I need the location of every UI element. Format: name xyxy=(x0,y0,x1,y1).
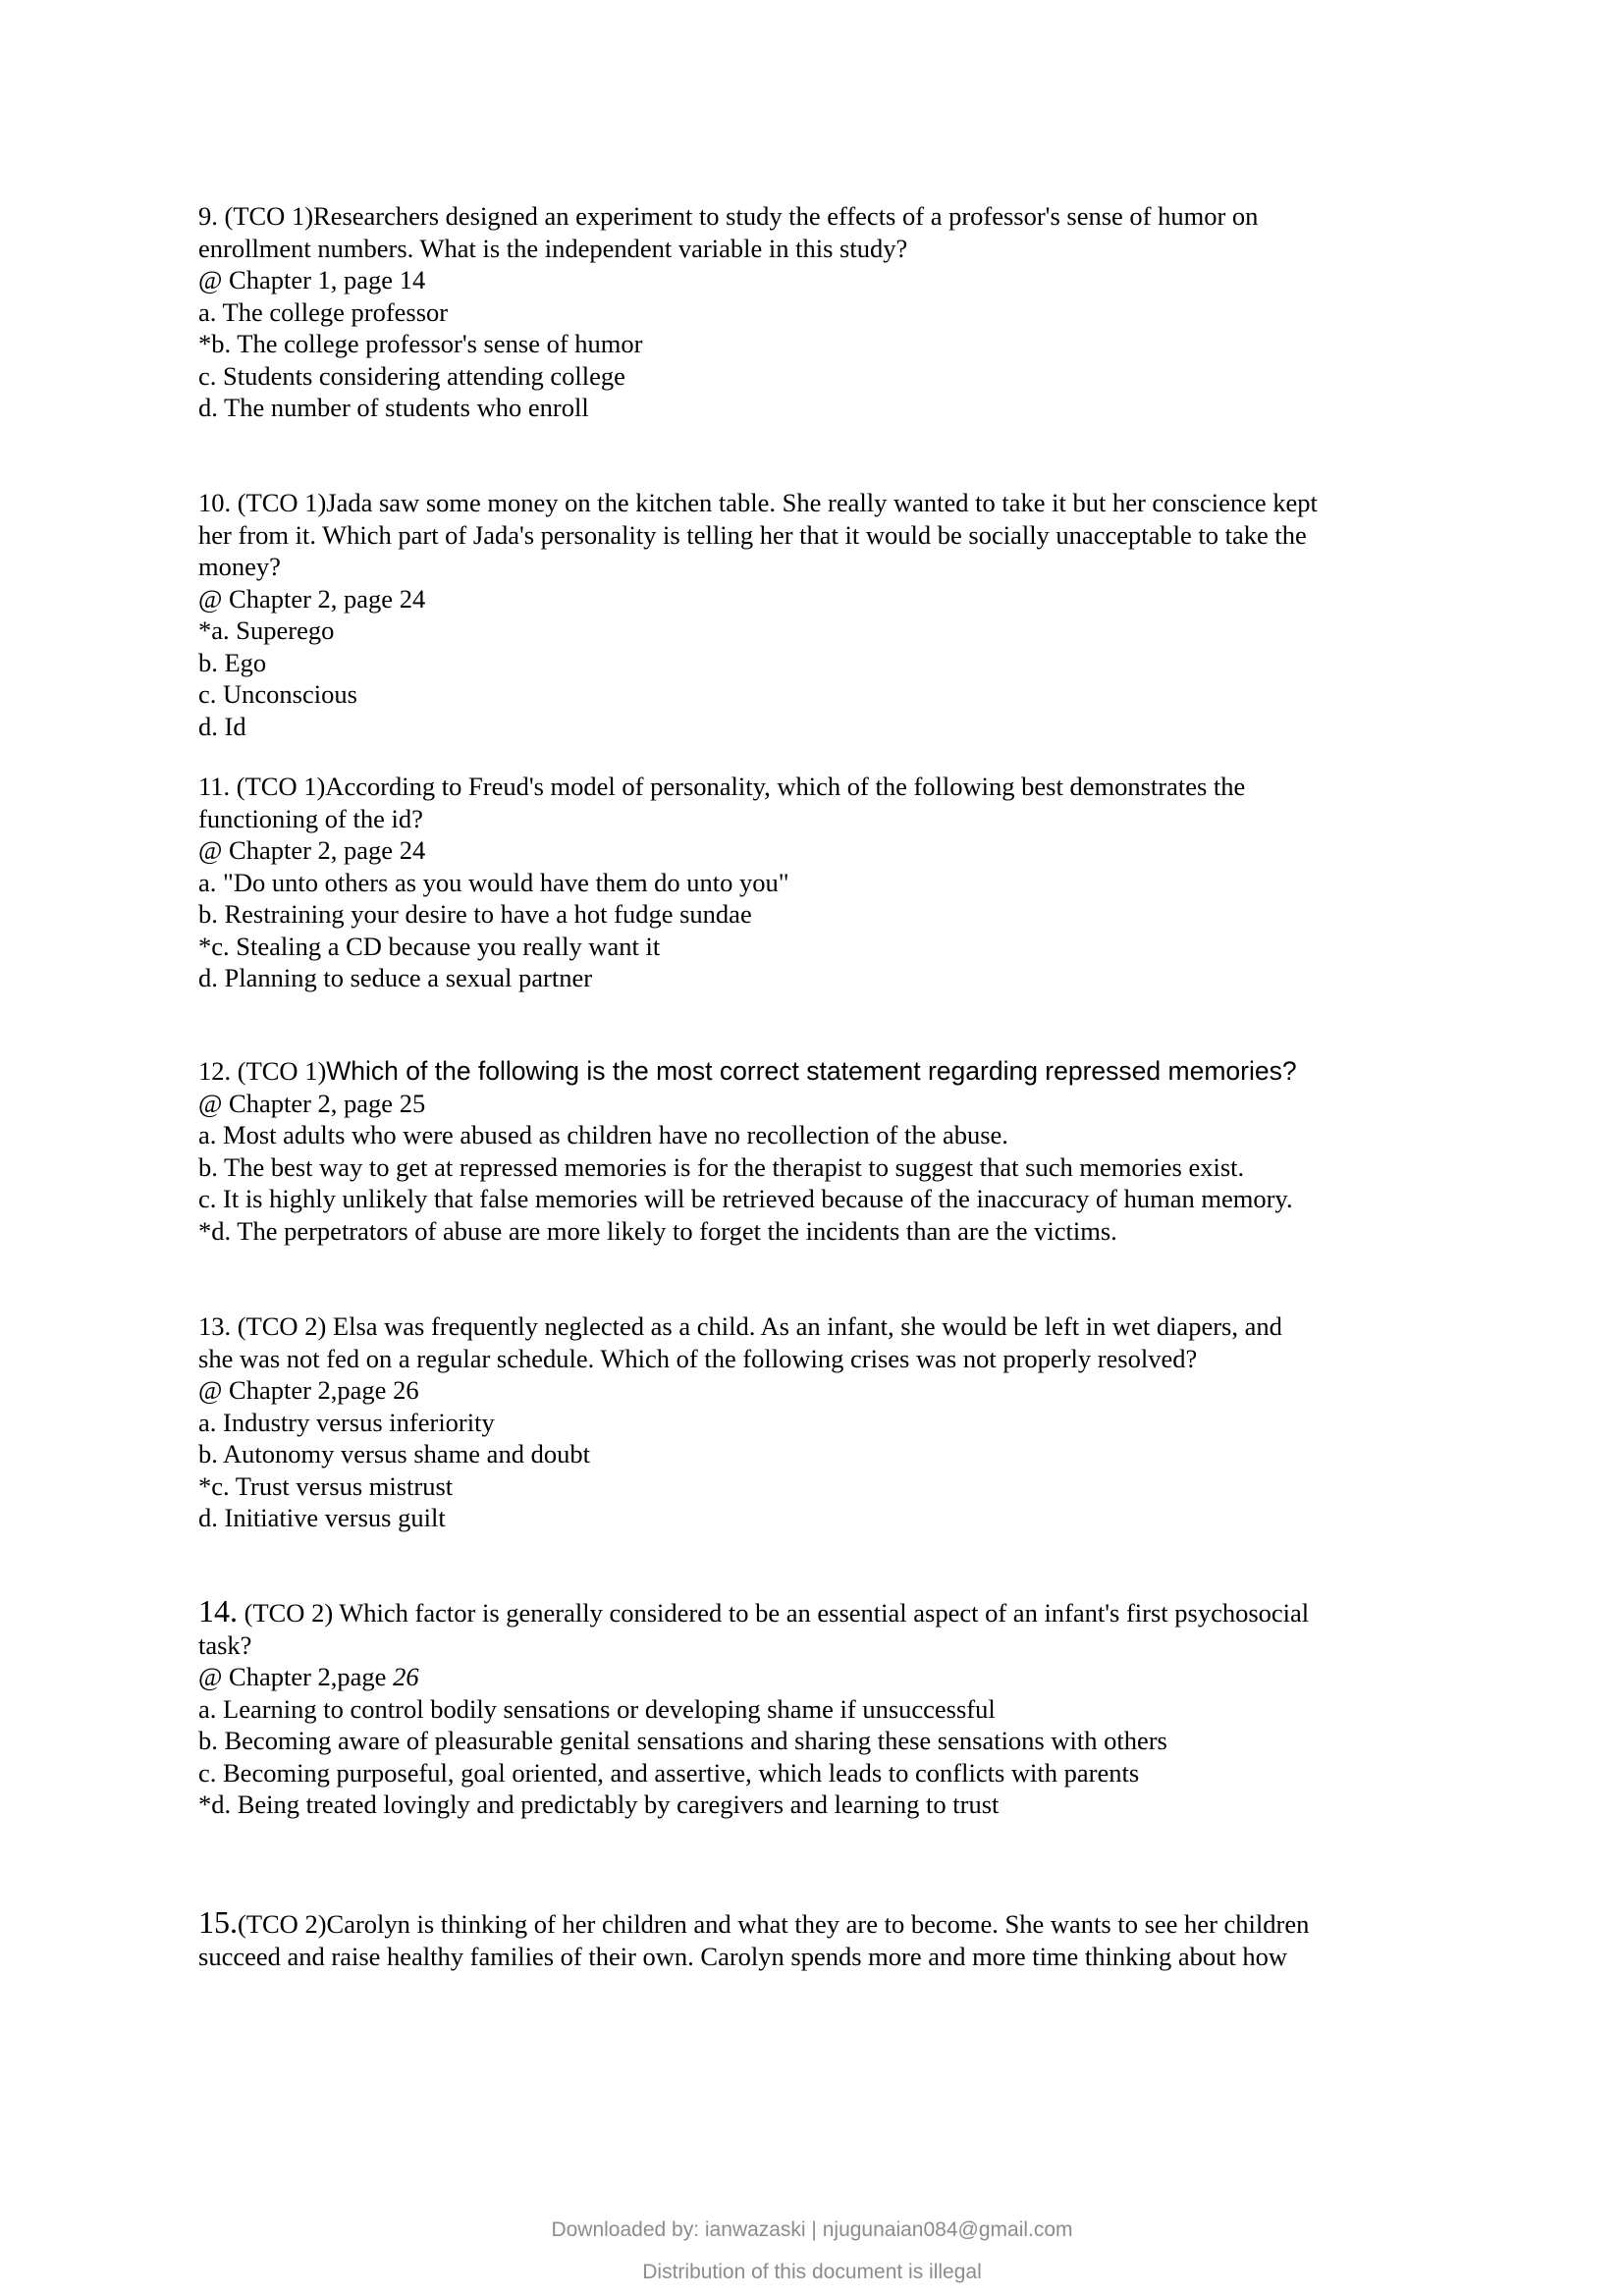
chapter-reference-prefix: @ Chapter 2,page xyxy=(198,1662,394,1691)
question-stem-continued: functioning of the id? xyxy=(198,803,423,833)
answer-option-b: b. The best way to get at repressed memories is for the therapist to suggest that such memories exist. xyxy=(198,1151,1245,1182)
question-stem: (TCO 2)Carolyn is thinking of her children and what they are to become. She wants to see her children xyxy=(238,1909,1310,1939)
question-stem-continued: her from it. Which part of Jada's personality is telling her that it would be socially unacceptable to take the xyxy=(198,519,1307,550)
answer-option-b-correct: *b. The college professor's sense of humor xyxy=(198,329,643,358)
question-stem-continued: task? xyxy=(198,1629,252,1660)
question-9 xyxy=(198,200,1416,424)
question-number: 12. xyxy=(198,1056,232,1086)
answer-option-c-correct: *c. Stealing a CD because you really want it xyxy=(198,931,661,961)
question-10 xyxy=(198,487,1416,742)
answer-option-c: c. Becoming purposeful, goal oriented, and assertive, which leads to conflicts with parents xyxy=(198,1757,1140,1788)
answer-option-b: b. Ego xyxy=(198,647,267,677)
answer-option-c: c. Students considering attending college xyxy=(198,360,625,391)
question-14 xyxy=(198,1595,1416,1821)
chapter-reference: @ Chapter 2, page 24 xyxy=(198,835,426,865)
answer-option-d-correct: *d. Being treated lovingly and predictably by caregivers and learning to trust xyxy=(198,1789,1000,1819)
question-stem: (TCO 1)According to Freud's model of personality, which of the following best demonstrates the xyxy=(236,772,1246,801)
question-stem: (TCO 1)Researchers designed an experiment to study the effects of a professor's sense of humor on xyxy=(224,201,1259,231)
question-15 xyxy=(198,1906,1416,1972)
chapter-reference: @ Chapter 1, page 14 xyxy=(198,265,426,294)
question-12 xyxy=(198,1055,1416,1247)
question-number: 9. xyxy=(198,201,218,231)
download-attribution: Downloaded by: ianwazaski | njugunaian084@gmail.com xyxy=(551,2218,1073,2241)
question-13 xyxy=(198,1310,1416,1534)
answer-option-d: d. Planning to seduce a sexual partner xyxy=(198,963,593,992)
chapter-reference-page: 26 xyxy=(393,1662,419,1691)
answer-option-d-correct: *d. The perpetrators of abuse are more likely to forget the incidents than are the victims. xyxy=(198,1215,1117,1246)
question-stem: (TCO 2) Elsa was frequently neglected as a child. As an infant, she would be left in wet diapers, and xyxy=(237,1311,1282,1341)
question-number: 13. xyxy=(198,1311,232,1341)
answer-option-c-correct: *c. Trust versus mistrust xyxy=(198,1470,454,1501)
chapter-reference xyxy=(198,1661,1416,1693)
answer-option-d: d. Id xyxy=(198,711,246,741)
answer-option-b: b. Restraining your desire to have a hot fudge sundae xyxy=(198,899,752,929)
answer-option-d: d. The number of students who enroll xyxy=(198,393,589,422)
chapter-reference: @ Chapter 2, page 24 xyxy=(198,583,426,614)
distribution-notice: Distribution of this document is illegal xyxy=(642,2261,982,2283)
question-number: 14. xyxy=(198,1593,238,1629)
question-stem: (TCO 1)Jada saw some money on the kitchen table. She really wanted to take it but her conscience kept xyxy=(237,488,1318,517)
question-tco: (TCO 1) xyxy=(237,1056,327,1086)
answer-option-a: a. Most adults who were abused as children have no recollection of the abuse. xyxy=(198,1120,1008,1149)
question-stem-continued: enrollment numbers. What is the independent variable in this study? xyxy=(198,233,908,263)
answer-option-c: c. Unconscious xyxy=(198,679,357,709)
chapter-reference: @ Chapter 2, page 25 xyxy=(198,1088,426,1118)
answer-option-b: b. Autonomy versus shame and doubt xyxy=(198,1439,590,1468)
question-stem-continued: money? xyxy=(198,552,281,581)
question-stem: Which of the following is the most correct statement regarding repressed memories? xyxy=(326,1056,1297,1086)
question-stem-continued: succeed and raise healthy families of their own. Carolyn spends more and more time thinking about how xyxy=(198,1941,1288,1971)
answer-option-b: b. Becoming aware of pleasurable genital sensations and sharing these sensations with others xyxy=(198,1726,1167,1755)
question-stem-continued: she was not fed on a regular schedule. Which of the following crises was not properly resolved? xyxy=(198,1343,1198,1373)
answer-option-a: a. "Do unto others as you would have them do unto you" xyxy=(198,867,789,897)
answer-option-c: c. It is highly unlikely that false memories will be retrieved because of the inaccuracy of human memory. xyxy=(198,1184,1293,1213)
chapter-reference: @ Chapter 2,page 26 xyxy=(198,1375,419,1405)
question-number: 10. xyxy=(198,488,232,517)
question-11 xyxy=(198,771,1416,994)
answer-option-d: d. Initiative versus guilt xyxy=(198,1503,446,1532)
question-stem: (TCO 2) Which factor is generally considered to be an essential aspect of an infant's first psychosocial xyxy=(244,1598,1310,1628)
question-number: 11. xyxy=(198,772,231,801)
answer-option-a: a. Learning to control bodily sensations or developing shame if unsuccessful xyxy=(198,1693,996,1724)
answer-option-a: a. The college professor xyxy=(198,296,449,327)
answer-option-a: a. Industry versus inferiority xyxy=(198,1407,495,1437)
question-number: 15. xyxy=(198,1904,238,1940)
answer-option-a-correct: *a. Superego xyxy=(198,615,335,645)
